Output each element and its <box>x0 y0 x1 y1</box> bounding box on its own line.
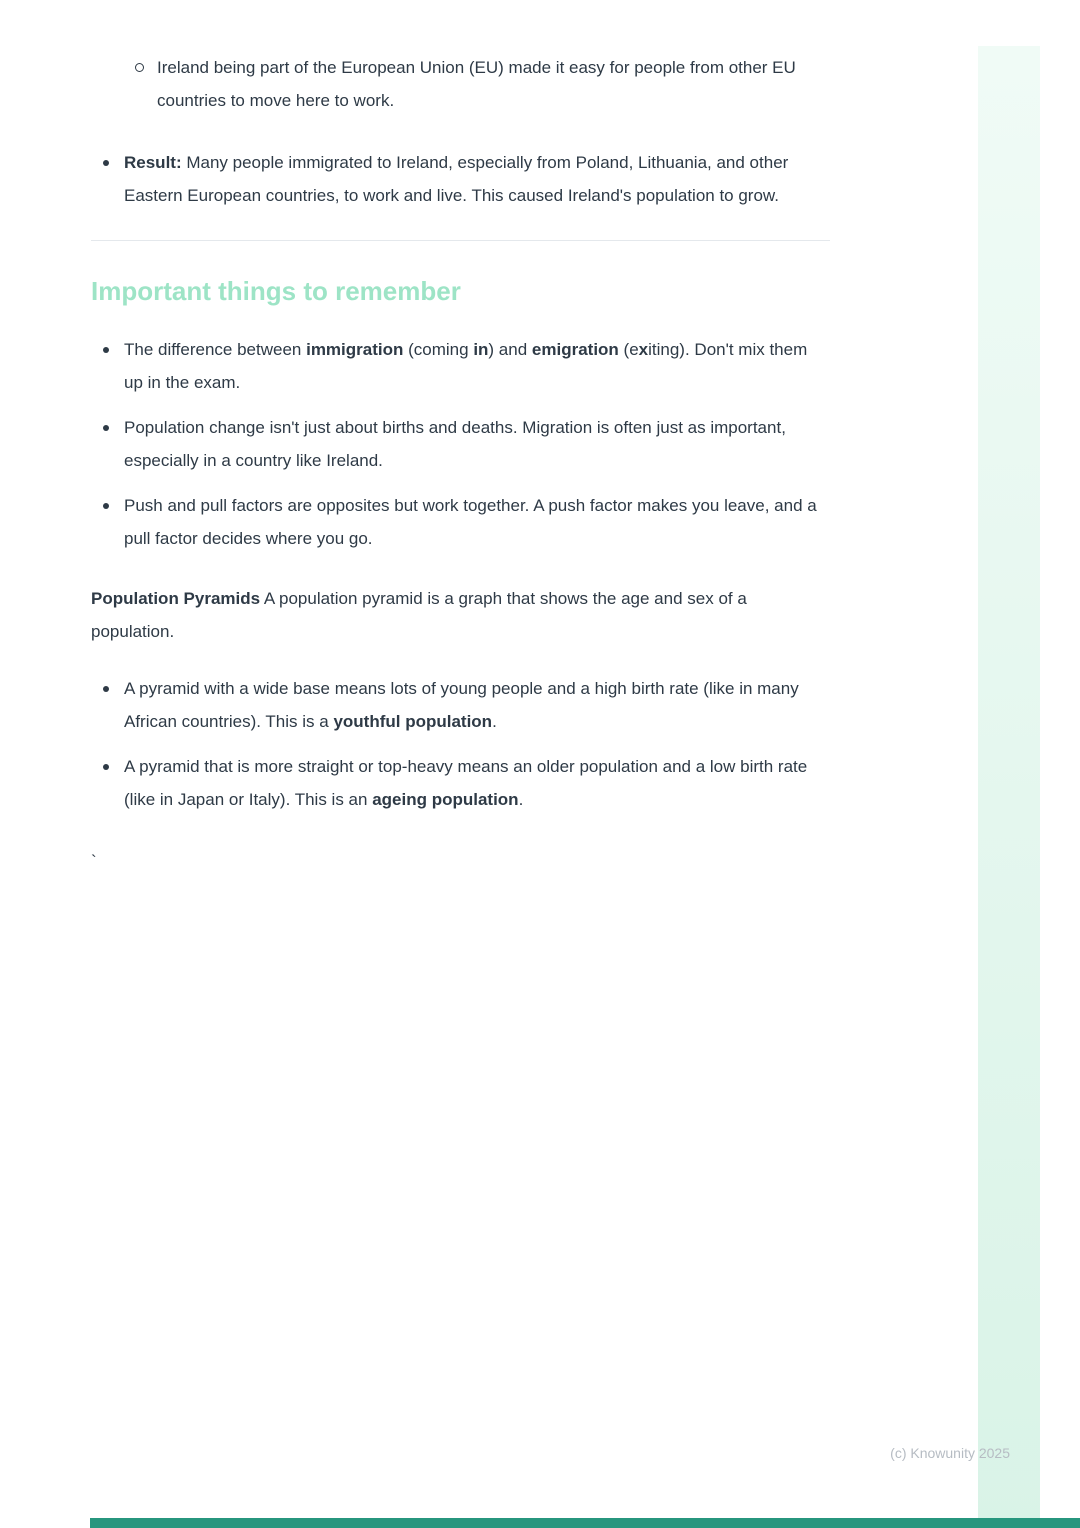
sub-bullet-list <box>91 52 830 117</box>
page-content <box>91 52 830 879</box>
right-accent-strip <box>978 46 1040 1528</box>
copyright: (c) Knowunity 2025 <box>890 1445 1010 1461</box>
bottom-accent-bar <box>90 1518 1080 1528</box>
section-divider <box>91 240 830 241</box>
stray-backtick: ` <box>91 852 97 871</box>
list-item: A pyramid with a wide base means lots of young people and a high birth rate (like in many African countries). This is a youthful population. <box>91 673 830 738</box>
list-item: Push and pull factors are opposites but work together. A push factor makes you leave, and a pull factor decides where you go. <box>91 490 830 555</box>
pyramid-bullet-list <box>91 673 830 816</box>
population-pyramids-paragraph: Population Pyramids A population pyramid is a graph that shows the age and sex of a population. <box>91 589 747 641</box>
section-heading: Important things to remember <box>91 276 461 306</box>
list-item: Population change isn't just about births and deaths. Migration is often just as important, especially in a country like Ireland. <box>91 412 830 477</box>
remember-bullet-list <box>91 334 830 555</box>
list-item: Result: Many people immigrated to Ireland, especially from Poland, Lithuania, and other Eastern European countries, to work and live. This caused Ireland's population to grow. <box>91 147 830 212</box>
result-bullet-list <box>91 147 830 212</box>
list-item: The difference between immigration (coming in) and emigration (exiting). Don't mix them up in the exam. <box>91 334 830 399</box>
list-item: A pyramid that is more straight or top-heavy means an older population and a low birth rate (like in Japan or Italy). This is an ageing population. <box>91 751 830 816</box>
list-item: Ireland being part of the European Union (EU) made it easy for people from other EU countries to move here to work. <box>91 52 830 117</box>
